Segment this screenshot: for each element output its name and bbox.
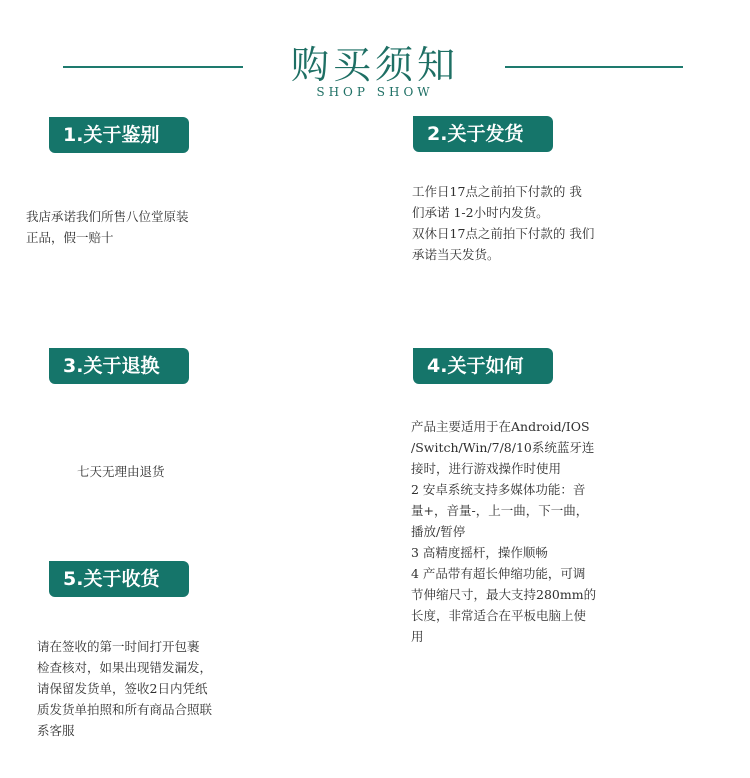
page-title: 购买须知 [290,43,459,87]
section-tag-how-to-choose: 4.关于如何选 [413,348,553,384]
section-text-shipping: 工作日17点之前拍下付款的 我 们承诺 1-2小时内发货。 双休日17点之前拍下付款的 我们 承诺当天发货。 [412,184,595,262]
section-tag-shipping: 2.关于发货 [413,116,553,152]
section-tag-receiving: 5.关于收货 [49,561,189,597]
page-subtitle: SHOP SHOW [316,85,434,99]
section-text-returns: 七天无理由退货 [77,464,165,479]
section-tag-authentication: 1.关于鉴别 [49,117,189,153]
section-text-receiving: 请在签收的第一时间打开包裹 检查核对，如果出现错发漏发， 请保留发货单，签收2日内凭纸 质发货单拍照和所有商品合照联 系客服 [37,639,213,738]
section-tag-returns: 3.关于退换 [49,348,189,384]
section-text-authentication: 我店承诺我们所售八位堂原装 正品，假一赔十 [26,209,189,245]
section-text-how-to-choose: 产品主要适用于在Android/IOS /Switch/Win/7/8/10系统蓝牙连 接时，进行游戏操作时使用 2 安卓系统支持多媒体功能：音 量+，音量-，上一曲，下一曲， 播放/暂停 3 高精度摇杆，操作顺畅 4 产品带有超长伸缩功能，可调 节伸缩尺寸，最大支持280mm的 长度，非常适合在平板电脑上使 用 [411,419,597,644]
